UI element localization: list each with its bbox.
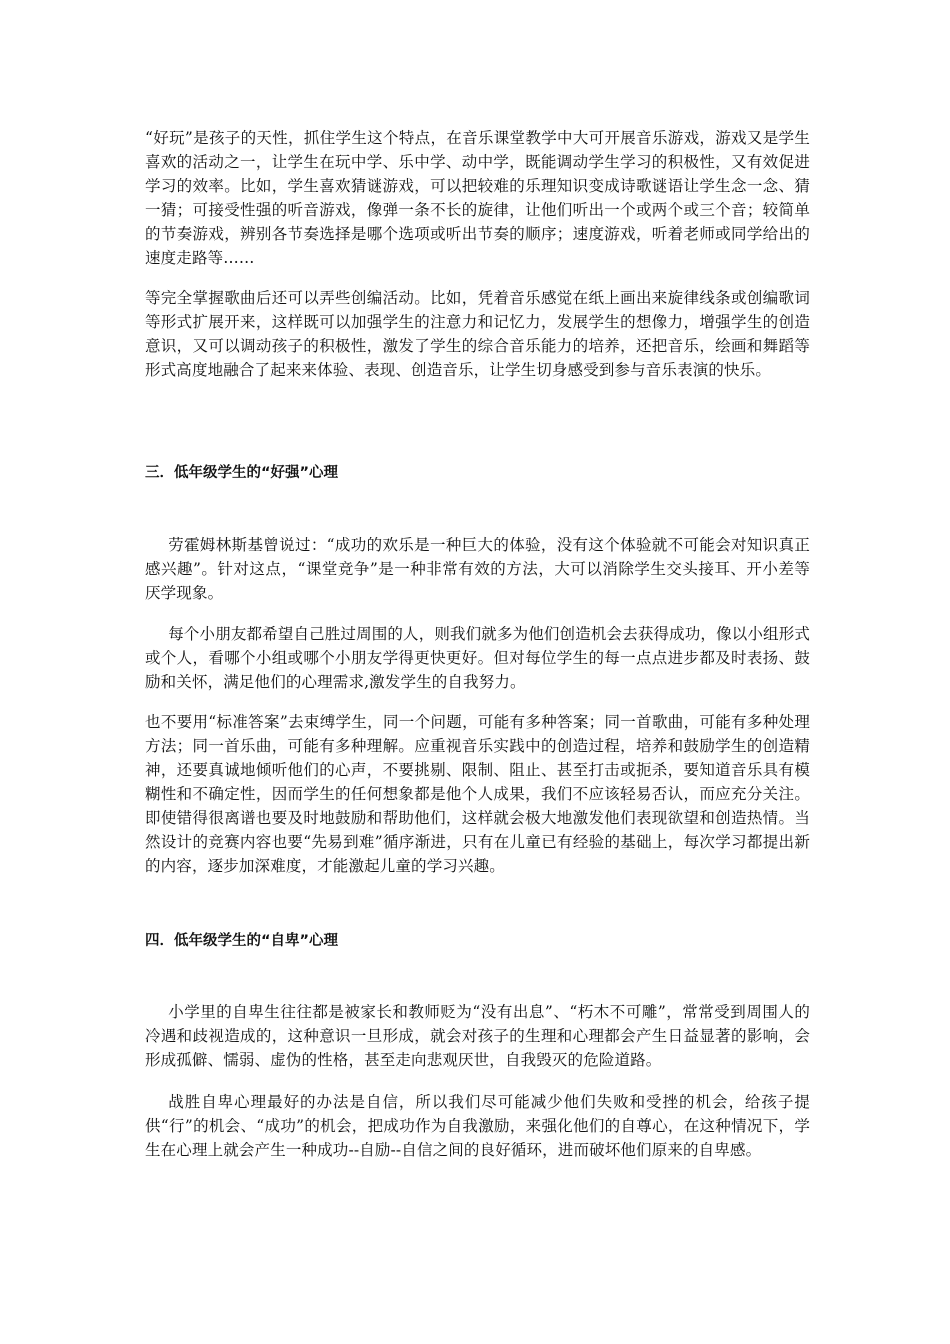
section-4-paragraph-2: 战胜自卑心理最好的办法是自信，所以我们尽可能减少他们失败和受挫的机会，给孩子提供“行”的机会、“成功”的机会，把成功作为自我激励，来强化他们的自尊心，在这种情况下，学生在心理上就会产生一种成功--自励--自信之间的良好循环，进而破坏他们原来的自卑感。 (145, 1093, 810, 1159)
section-3-paragraph-1: 劳霍姆林斯基曾说过：“成功的欢乐是一种巨大的体验，没有这个体验就不可能会对知识真正感兴趣”。针对这点，“课堂竞争”是一种非常有效的方法，大可以消除学生交头接耳、开小差等厌学现象。 (145, 536, 810, 602)
intro-paragraph-play: “好玩”是孩子的天性，抓住学生这个特点，在音乐课堂教学中大可开展音乐游戏，游戏又是学生喜欢的活动之一，让学生在玩中学、乐中学、动中学，既能调动学生学习的积极性，又有效促进学习的效率。比如，学生喜欢猜谜游戏，可以把较难的乐理知识变成诗歌谜语让学生念一念、猜一猜；可接受性强的听音游戏，像弹一条不长的旋律，让他们听出一个或两个或三个音；较简单的节奏游戏，辨别各节奏选择是哪个选项或听出节奏的顺序；速度游戏，听着老师或同学给出的速度走路等…… (145, 129, 810, 267)
section-4-paragraph-1: 小学里的自卑生往往都是被家长和教师贬为“没有出息”、“朽木不可雕”，常常受到周围人的冷遇和歧视造成的，这种意识一旦形成，就会对孩子的生理和心理都会产生日益显著的影响，会形成孤僻、懦弱、虚伪的性格，甚至走向悲观厌世，自我毁灭的危险道路。 (145, 1003, 810, 1069)
section-4-heading: 四．低年级学生的“自卑”心理 (145, 933, 339, 949)
section-3-heading: 三．低年级学生的“好强”心理 (145, 465, 339, 481)
intro-paragraph-creative: 等完全掌握歌曲后还可以弄些创编活动。比如，凭着音乐感觉在纸上画出来旋律线条或创编歌词等形式扩展开来，这样既可以加强学生的注意力和记忆力，发展学生的想像力，增强学生的创造意识，又可以调动孩子的积极性，激发了学生的综合音乐能力的培养，还把音乐，绘画和舞蹈等形式高度地融合了起来来体验、表现、创造音乐，让学生切身感受到参与音乐表演的快乐。 (145, 289, 810, 379)
section-3-paragraph-3: 也不要用“标准答案”去束缚学生，同一个问题，可能有多种答案；同一首歌曲，可能有多种处理方法；同一首乐曲，可能有多种理解。应重视音乐实践中的创造过程，培养和鼓励学生的创造精神，还要真诚地倾听他们的心声，不要挑剔、限制、阻止、甚至打击或扼杀，要知道音乐具有模糊性和不确定性，因而学生的任何想象都是他个人成果，我们不应该轻易否认，而应充分关注。即使错得很离谱也要及时地鼓励和帮助他们，这样就会极大地激发他们表现欲望和创造热情。当然设计的竞赛内容也要“先易到难”循序渐进，只有在儿童已有经验的基础上，每次学习都提出新的内容，逐步加深难度，才能激起儿童的学习兴趣。 (145, 713, 810, 875)
section-3-paragraph-2: 每个小朋友都希望自己胜过周围的人，则我们就多为他们创造机会去获得成功，像以小组形式或个人，看哪个小组或哪个小朋友学得更快更好。但对每位学生的每一点点进步都及时表扬、鼓励和关怀，满足他们的心理需求,激发学生的自我努力。 (145, 625, 810, 691)
